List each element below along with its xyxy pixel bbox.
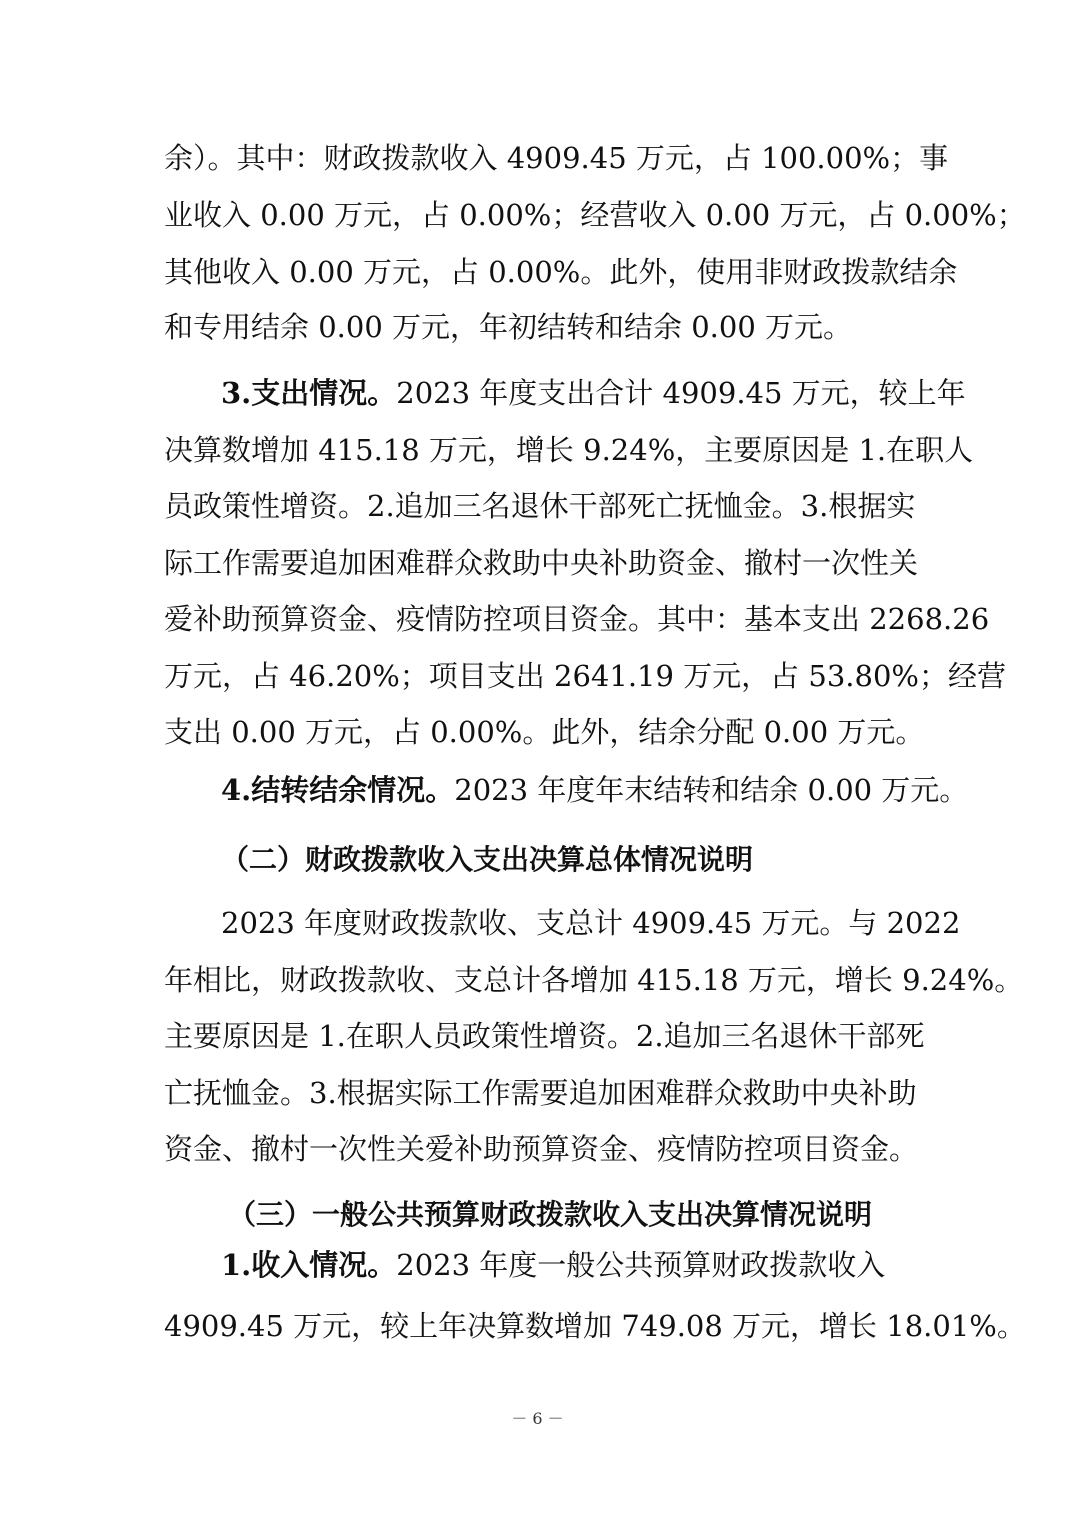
paragraph-line xyxy=(0,1245,1075,1285)
paragraph-line xyxy=(0,252,1075,292)
line-text: 其他收入 0.00 万元，占 0.00%。此外，使用非财政拨款结余 xyxy=(164,255,958,289)
line-text: 业收入 0.00 万元，占 0.00%；经营收入 0.00 万元，占 0.00%； xyxy=(164,198,1026,232)
heading-text: （二）财政拨款收入支出决算总体情况说明 xyxy=(221,843,754,876)
paragraph-line xyxy=(0,195,1075,235)
line-text: 4909.45 万元，较上年决算数增加 749.08 万元，增长 18.01%。 xyxy=(164,1309,1026,1343)
section-lead: 4.结转结余情况。 xyxy=(221,773,455,807)
page-number: － 6 － xyxy=(511,1409,564,1428)
line-text: 资金、撤村一次性关爱补助预算资金、疫情防控项目资金。 xyxy=(164,1132,919,1166)
paragraph-line xyxy=(0,1016,1075,1056)
line-text: 万元，占 46.20%；项目支出 2641.19 万元，占 53.80%；经营 xyxy=(164,659,1006,693)
section-heading xyxy=(0,840,1075,880)
line-text: 员政策性增资。2.追加三名退休干部死亡抚恤金。3.根据实 xyxy=(164,489,916,523)
heading-text: （三）一般公共预算财政拨款收入支出决算情况说明 xyxy=(228,1198,873,1231)
paragraph-line xyxy=(0,1306,1075,1346)
line-text: 爱补助预算资金、疫情防控项目资金。其中：基本支出 2268.26 xyxy=(164,602,990,636)
line-text: 2023 年度一般公共预算财政拨款收入 xyxy=(396,1248,886,1282)
line-text: 2023 年度财政拨款收、支总计 4909.45 万元。与 2022 xyxy=(221,906,961,940)
section-lead: 3.支出情况。 xyxy=(221,376,397,410)
paragraph-line xyxy=(0,960,1075,1000)
paragraph-line xyxy=(0,656,1075,696)
paragraph-line xyxy=(0,1129,1075,1169)
paragraph-line xyxy=(0,486,1075,526)
line-text: 年相比，财政拨款收、支总计各增加 415.18 万元，增长 9.24%。 xyxy=(164,963,1024,997)
line-text: 余）。其中：财政拨款收入 4909.45 万元，占 100.00%；事 xyxy=(164,141,949,175)
paragraph-line xyxy=(0,599,1075,639)
line-text: 支出 0.00 万元，占 0.00%。此外，结余分配 0.00 万元。 xyxy=(164,715,925,749)
section-lead: 1.收入情况。 xyxy=(221,1248,397,1282)
line-text: 2023 年度支出合计 4909.45 万元，较上年 xyxy=(396,376,966,410)
paragraph-line xyxy=(0,770,1075,810)
line-text: 和专用结余 0.00 万元，年初结转和结余 0.00 万元。 xyxy=(164,310,853,344)
line-text: 亡抚恤金。3.根据实际工作需要追加困难群众救助中央补助 xyxy=(164,1076,917,1110)
paragraph-line xyxy=(0,430,1075,470)
paragraph-line xyxy=(0,373,1075,413)
section-heading xyxy=(0,1195,1075,1235)
paragraph-line xyxy=(0,543,1075,583)
paragraph-line xyxy=(0,1073,1075,1113)
line-text: 际工作需要追加困难群众救助中央补助资金、撤村一次性关 xyxy=(164,546,919,580)
paragraph-line xyxy=(0,138,1075,178)
paragraph-line xyxy=(0,903,1075,943)
paragraph-line xyxy=(0,712,1075,752)
line-text: 决算数增加 415.18 万元，增长 9.24%，主要原因是 1.在职人 xyxy=(164,433,974,467)
paragraph-line xyxy=(0,307,1075,347)
line-text: 主要原因是 1.在职人员政策性增资。2.追加三名退休干部死 xyxy=(164,1019,925,1053)
line-text: 2023 年度年末结转和结余 0.00 万元。 xyxy=(454,773,969,807)
